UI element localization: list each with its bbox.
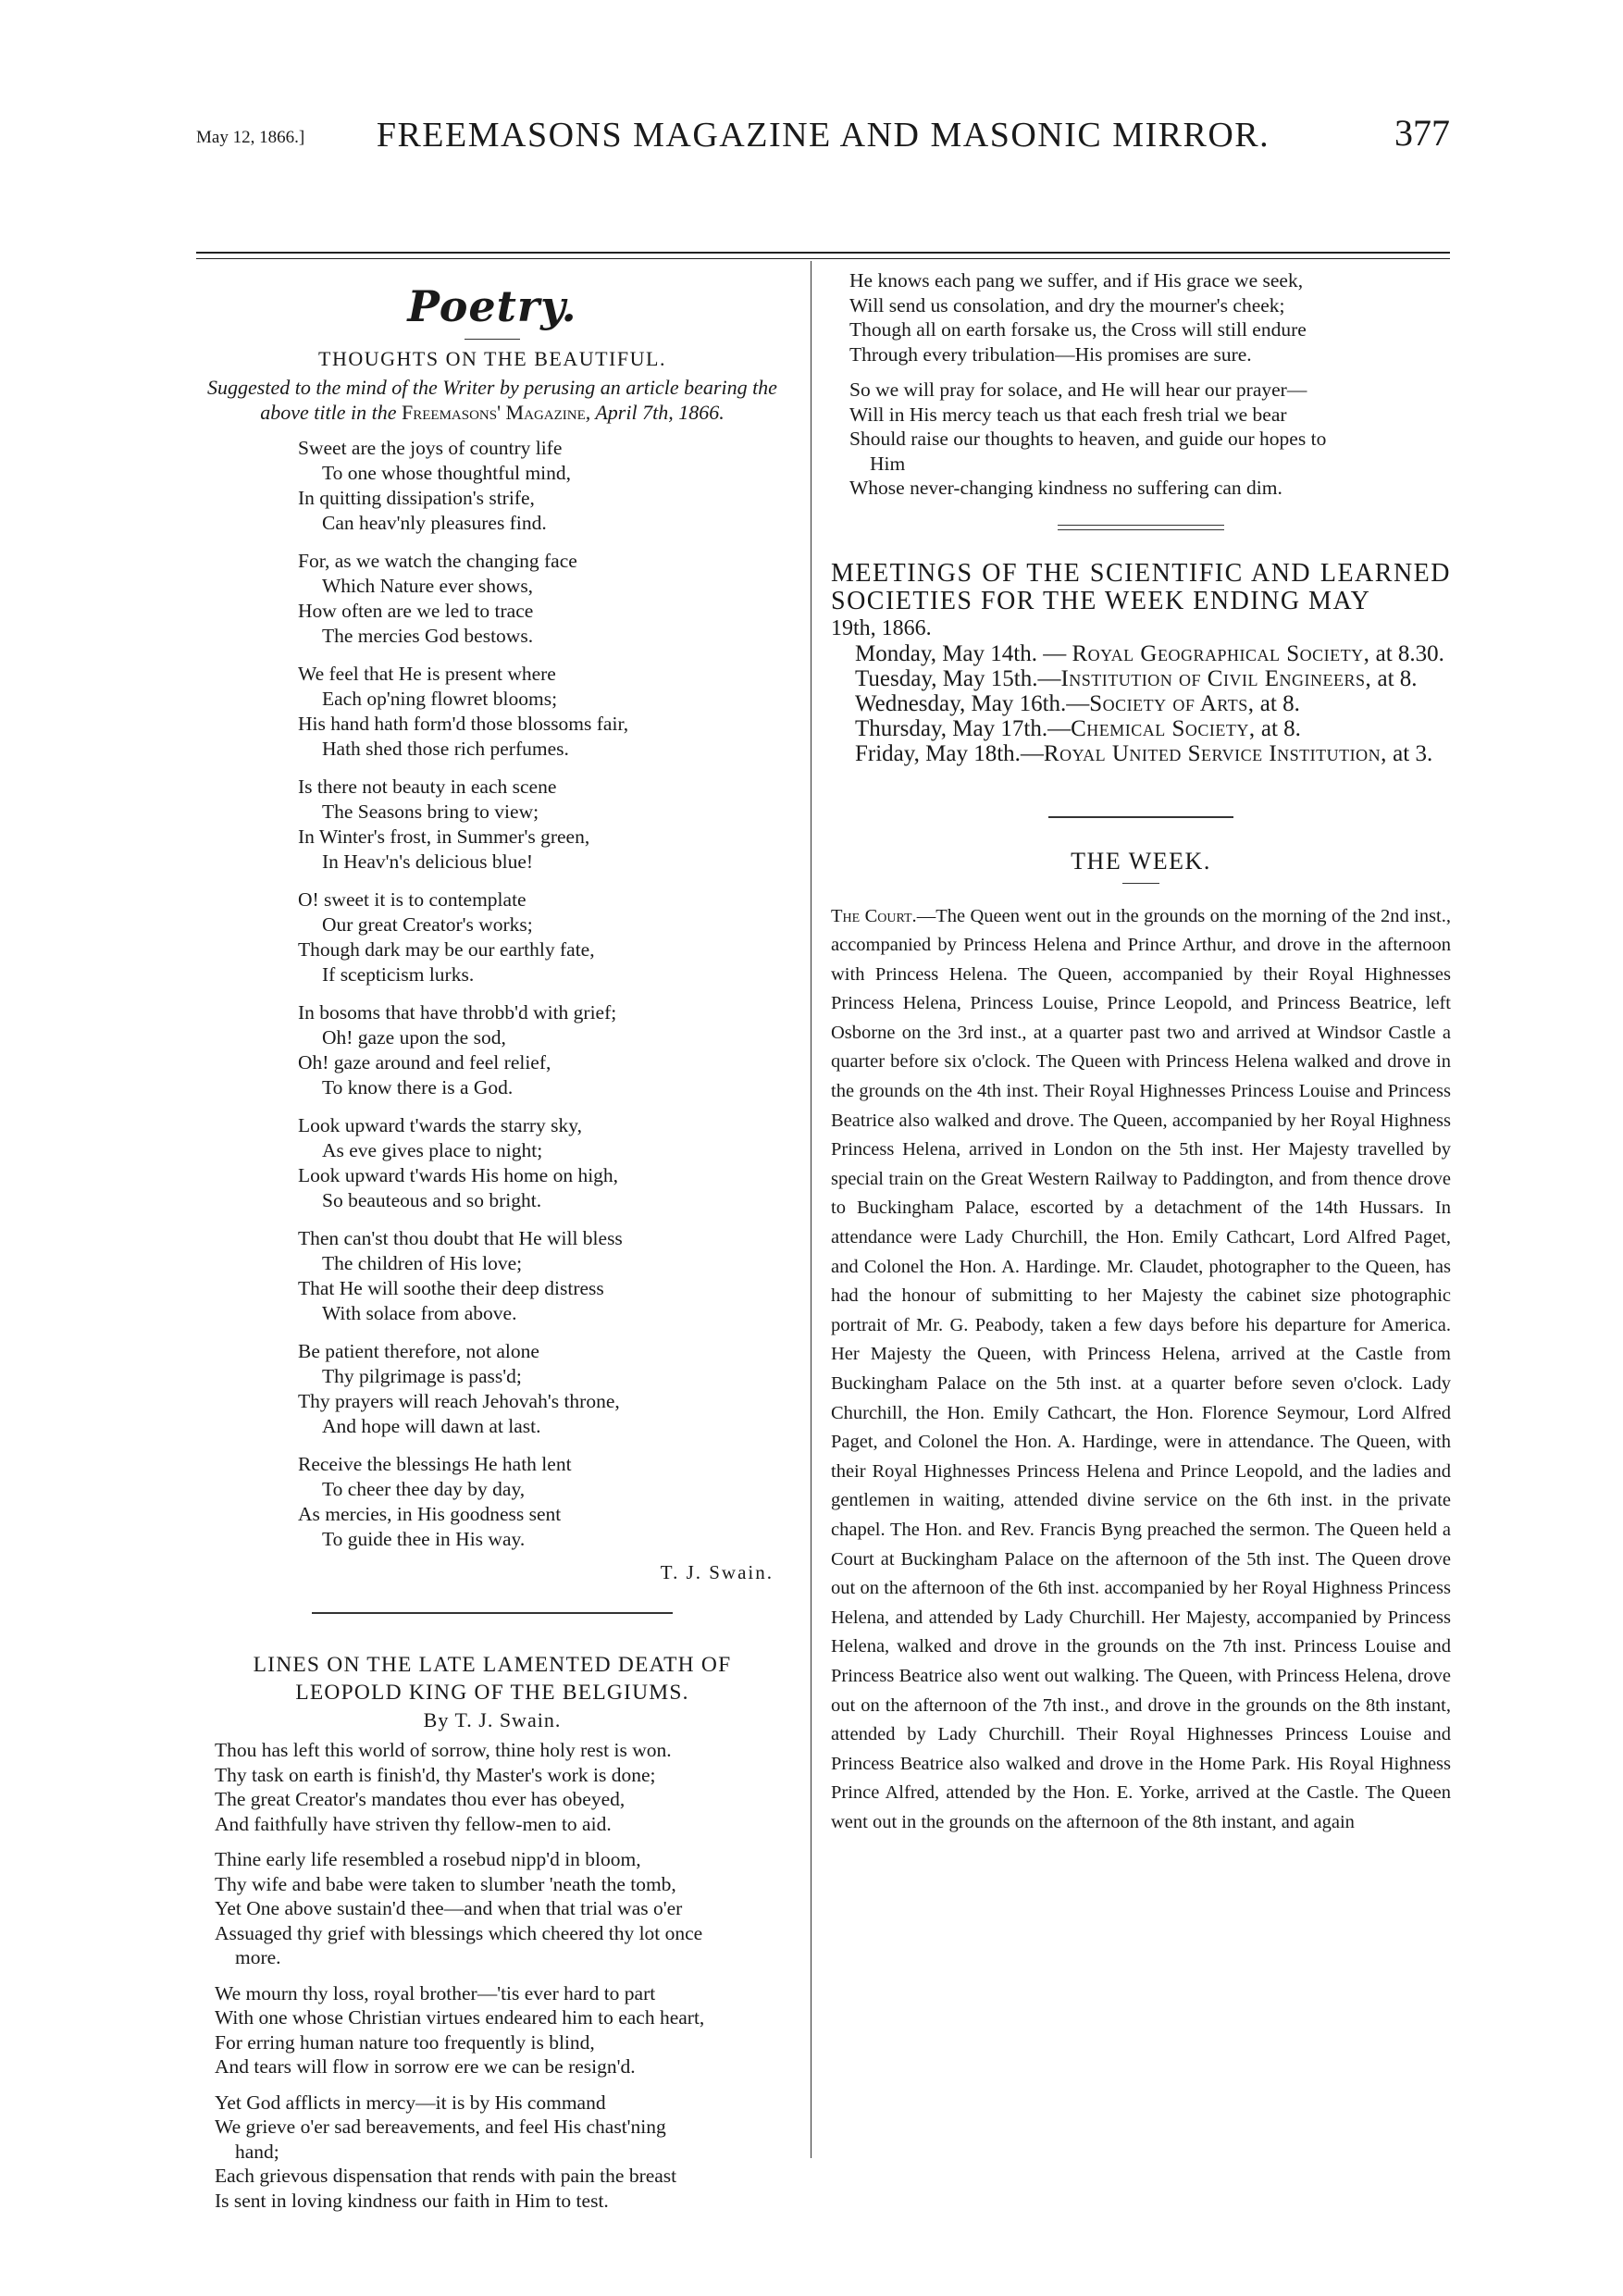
poem-line: Can heav'nly pleasures find. [322, 512, 547, 534]
lines-stanza [215, 1738, 788, 1836]
poem-line: The children of His love; [322, 1252, 523, 1274]
lines-line: And tears will flow in sorrow ere we can be resign'd. [215, 2055, 636, 2078]
poem-stanza [298, 887, 788, 987]
lines-line: Though all on earth forsake us, the Cross will still endure [849, 318, 1307, 341]
poem-line: In quitting dissipation's strife, [298, 487, 535, 509]
poem-line: Though dark may be our earthly fate, [298, 938, 595, 961]
lines-line: Yet One above sustain'd thee—and when that trial was o'er [215, 1897, 683, 1919]
poem-line: To know there is a God. [322, 1076, 514, 1098]
week-body [831, 902, 1451, 1838]
poem-line: Our great Creator's works; [322, 913, 533, 936]
poem-line: Hath shed those rich perfumes. [322, 738, 569, 760]
lines-line: So we will pray for solace, and He will hear our prayer— [849, 379, 1307, 401]
lines-line: Thou has left this world of sorrow, thine holy rest is won. [215, 1739, 672, 1761]
poem-stanza [298, 1000, 788, 1100]
lines-line: The great Creator's mandates thou ever has obeyed, [215, 1788, 626, 1810]
poem-line: Oh! gaze around and feel relief, [298, 1051, 551, 1074]
meeting-entry [831, 741, 1451, 766]
poem-line: Which Nature ever shows, [322, 575, 534, 597]
poem-stanzas [196, 436, 788, 1552]
meeting-society: Chemical Society, [1071, 715, 1256, 741]
lines-line: Will send us consolation, and dry the mourner's cheek; [849, 293, 1285, 316]
lines-line: Thy wife and babe were taken to slumber 'neath the tomb, [215, 1872, 676, 1895]
section-separator [1048, 816, 1233, 818]
poem-line: The Seasons bring to view; [322, 800, 539, 823]
week-lead: The Court. [831, 905, 917, 926]
lines-line: Yet God afflicts in mercy—it is by His command [215, 2091, 606, 2114]
lines-stanza [215, 1847, 788, 1970]
poem-line: As mercies, in His goodness sent [298, 1503, 562, 1525]
poem-stanza [298, 549, 788, 649]
poem-line: Thy pilgrimage is pass'd; [322, 1365, 522, 1387]
week-text: —The Queen went out in the grounds on the morning of the 2nd inst., accompanied by Princess Helena and Prince Arthur, and drove in the afternoon with Princess Helena. The Queen, accompanied by their Royal Highnesses Princess Helena, Princess Louise, Prince Leopold, and Princess Beatrice, left Osborne on the 3rd inst., at a quarter past two and arrived at Windsor Castle a quarter before six o'clock. The Queen with Princess Helena walked and drove in the grounds on the 4th inst. Their Royal Highnesses Princess Louise and Princess Beatrice also walked and drove. The Queen, accompanied by her Royal Highness Princess Helena, arrived in London on the 5th inst. Her Majesty travelled by special train on the Great Western Railway to Paddington, and from thence drove to Buckingham Palace, escorted by a detachment of the 14th Hussars. In attendance were Lady Churchill, the Hon. Emily Cathcart, Lord Alfred Paget, and Colonel the Hon. A. Hardinge. Mr. Claudet, photographer to the Queen, has had the honour of submitting to her Majesty the cabinet size photographic portrait of Mr. G. Peabody, taken a few days before his departure for America. Her Majesty the Queen, with Princess Helena, arrived at the Castle from Buckingham Palace on the 5th inst. at a quarter before seven o'clock. Lady Churchill, the Hon. Emily Cathcart, the Hon. Florence Seymour, Lord Alfred Paget, and Colonel the Hon. A. Hardinge, were in attendance. The Queen, with their Royal Highnesses Princess Helena and Prince Leopold, and the ladies and gentlemen in waiting, attended divine service on the 6th inst. in the private chapel. The Hon. and Rev. Francis Byng preached the sermon. The Queen held a Court at Buckingham Palace on the afternoon of the 5th inst. The Queen drove out on the afternoon of the 6th inst. accompanied by her Royal Highness Princess Helena, and attended by Lady Churchill. Her Majesty, accompanied by Princess Helena, walked and drove in the grounds on the 7th inst. Princess Louise and Princess Beatrice also went out walking. The Queen, with Princess Helena, drove out on the afternoon of the 7th inst., and drove in the grounds on the 8th instant, attended by Lady Churchill. Their Royal Highnesses Princess Louise and Princess Beatrice also walked and drove in the Home Park. His Royal Highness Prince Alfred, attended by the Hon. E. Yorke, arrived at the Castle. The Queen went out in the grounds on the afternoon of the 8th instant, and again [831, 905, 1451, 1832]
poem-line: The mercies God bestows. [322, 625, 534, 647]
lines-line: Each grievous dispensation that rends with pain the breast [215, 2165, 677, 2187]
poem-line: To guide thee in His way. [322, 1528, 526, 1550]
meetings-list [831, 641, 1451, 766]
header-rule-thin [196, 258, 1450, 259]
meeting-time: at 8. [1254, 690, 1300, 716]
meeting-day: Wednesday, May 16th.— [855, 690, 1090, 716]
poem-line: Look upward t'wards His home on high, [298, 1164, 619, 1186]
meeting-society: Royal United Service Institution, [1043, 740, 1387, 766]
poem-line: In Heav'n's delicious blue! [322, 850, 534, 873]
lines-line: We mourn thy loss, royal brother—'tis ever hard to part [215, 1981, 656, 2004]
poem-line: Then can'st thou doubt that He will bless [298, 1227, 623, 1249]
meeting-society: Royal Geographical Society, [1072, 640, 1370, 666]
poem-line: To cheer thee day by day, [322, 1478, 526, 1500]
meeting-entry [831, 666, 1451, 691]
lines-line: Him [870, 452, 906, 475]
lines-line: Is sent in loving kindness our faith in Him to test. [215, 2189, 609, 2212]
double-separator [1058, 525, 1224, 530]
lines-line: Thy task on earth is finish'd, thy Master's work is done; [215, 1763, 656, 1786]
left-column [196, 268, 788, 2224]
meeting-time: at 8.30. [1369, 640, 1444, 666]
poem-line: For, as we watch the changing face [298, 550, 577, 572]
poem-line: Is there not beauty in each scene [298, 776, 557, 798]
poem-stanza [298, 1452, 788, 1552]
meeting-day: Thursday, May 17th.— [855, 715, 1072, 741]
poem-line: Thy prayers will reach Jehovah's throne, [298, 1390, 620, 1412]
meeting-day: Tuesday, May 15th.— [855, 665, 1061, 691]
lines-line: Will in His mercy teach us that each fresh trial we bear [849, 403, 1287, 426]
column-divider [811, 261, 812, 2158]
poem-note [205, 375, 779, 425]
poem-stanza [298, 662, 788, 762]
lines-line: Through every tribulation—His promises are sure. [849, 342, 1252, 366]
issue-date: May 12, 1866.] [196, 128, 305, 147]
meeting-day: Friday, May 18th.— [855, 740, 1044, 766]
poem-line: Each op'ning flowret blooms; [322, 688, 558, 710]
lines-line: And faithfully have striven thy fellow-men to aid. [215, 1812, 612, 1835]
poem-stanza [298, 775, 788, 875]
poem-line: Be patient therefore, not alone [298, 1340, 539, 1362]
lines-stanza [849, 268, 1451, 366]
poem-line: O! sweet it is to contemplate [298, 888, 527, 911]
poem-stanza [298, 1226, 788, 1326]
meeting-entry [831, 641, 1451, 666]
lines-line: We grieve o'er sad bereavements, and feel His chast'ning [215, 2116, 666, 2138]
page-number: 377 [1394, 112, 1450, 154]
lines-line: Assuaged thy grief with blessings which cheered thy lot once [215, 1921, 703, 1944]
lines-line: He knows each pang we suffer, and if His grace we seek, [849, 269, 1304, 292]
poem-note-text: Suggested to the mind of the Writer by perusing an article bearing the above title in the [207, 376, 777, 424]
poem-line: To one whose thoughtful mind, [322, 462, 572, 484]
meetings-title: MEETINGS OF THE SCIENTIFIC AND LEARNED SOCIETIES FOR THE WEEK ENDING MAY [831, 558, 1451, 615]
meeting-time: at 3. [1386, 740, 1433, 766]
poem-line: That He will soothe their deep distress [298, 1277, 604, 1299]
short-rule [465, 339, 520, 340]
poem-note-date: , April 7th, 1866. [585, 401, 725, 424]
lines-line: Whose never-changing kindness no suffering can dim. [849, 477, 1282, 499]
lines-line: For erring human nature too frequently is blind, [215, 2030, 595, 2054]
poem-line: In Winter's frost, in Summer's green, [298, 825, 590, 848]
poem-line: We feel that He is present where [298, 663, 556, 685]
poem-line: Sweet are the joys of country life [298, 437, 563, 459]
poem-line: In bosoms that have throbb'd with grief; [298, 1001, 617, 1024]
section-separator [312, 1612, 673, 1614]
lines-line: With one whose Christian virtues endeared him to each heart, [215, 2006, 705, 2029]
lines-title-2: LEOPOLD KING OF THE BELGIUMS. [295, 1681, 689, 1705]
poem-title: THOUGHTS ON THE BEAUTIFUL. [318, 347, 666, 370]
lines-stanza [849, 378, 1451, 501]
page-header [196, 109, 1450, 165]
meeting-society: Institution of Civil Engineers, [1060, 665, 1372, 691]
lines-byline: By T. J. Swain. [423, 1708, 562, 1731]
header-rule [196, 252, 1450, 254]
poem-stanza [298, 1339, 788, 1439]
poem-line: Oh! gaze upon the sod, [322, 1026, 506, 1049]
magazine-title: FREEMASONS MAGAZINE AND MASONIC MIRROR. [376, 116, 1270, 155]
meeting-society: Society of Arts, [1089, 690, 1255, 716]
lines-stanzas-right [831, 268, 1451, 501]
poem-stanza [298, 436, 788, 536]
lines-line: more. [235, 1946, 281, 1968]
lines-line: hand; [235, 2140, 279, 2163]
meeting-time: at 8. [1255, 715, 1301, 741]
meeting-entry [831, 716, 1451, 741]
right-column [831, 268, 1451, 1838]
meeting-entry [831, 691, 1451, 716]
week-title: THE WEEK. [1071, 847, 1211, 875]
poem-stanza [298, 1113, 788, 1213]
meeting-time: at 8. [1371, 665, 1418, 691]
lines-line: Thine early life resembled a rosebud nipp'd in bloom, [215, 1848, 641, 1870]
poem-note-magazine: Freemasons' Magazine [402, 401, 586, 424]
lines-stanza [215, 2091, 788, 2214]
lines-stanzas-left [196, 1738, 788, 2213]
section-heading-poetry: Poetry. [407, 281, 577, 331]
poem-line: And hope will dawn at last. [322, 1415, 541, 1437]
poem-line: With solace from above. [322, 1302, 517, 1324]
poem-line: His hand hath form'd those blossoms fair, [298, 713, 629, 735]
poem-line: Look upward t'wards the starry sky, [298, 1114, 582, 1136]
poem-line: If scepticism lurks. [322, 963, 475, 986]
meeting-day: Monday, May 14th. — [855, 640, 1072, 666]
poem-line: So beauteous and so bright. [322, 1189, 542, 1211]
meetings-date: 19th, 1866. [831, 615, 932, 640]
poem-line: Receive the blessings He hath lent [298, 1453, 572, 1475]
lines-title-1: LINES ON THE LATE LAMENTED DEATH OF [253, 1653, 732, 1677]
poem-line: How often are we led to trace [298, 600, 534, 622]
short-rule [1122, 883, 1159, 884]
lines-stanza [215, 1981, 788, 2079]
lines-line: Should raise our thoughts to heaven, and guide our hopes to [849, 428, 1327, 450]
poem-line: As eve gives place to night; [322, 1139, 543, 1161]
poem-signature: T. J. Swain. [660, 1561, 774, 1583]
